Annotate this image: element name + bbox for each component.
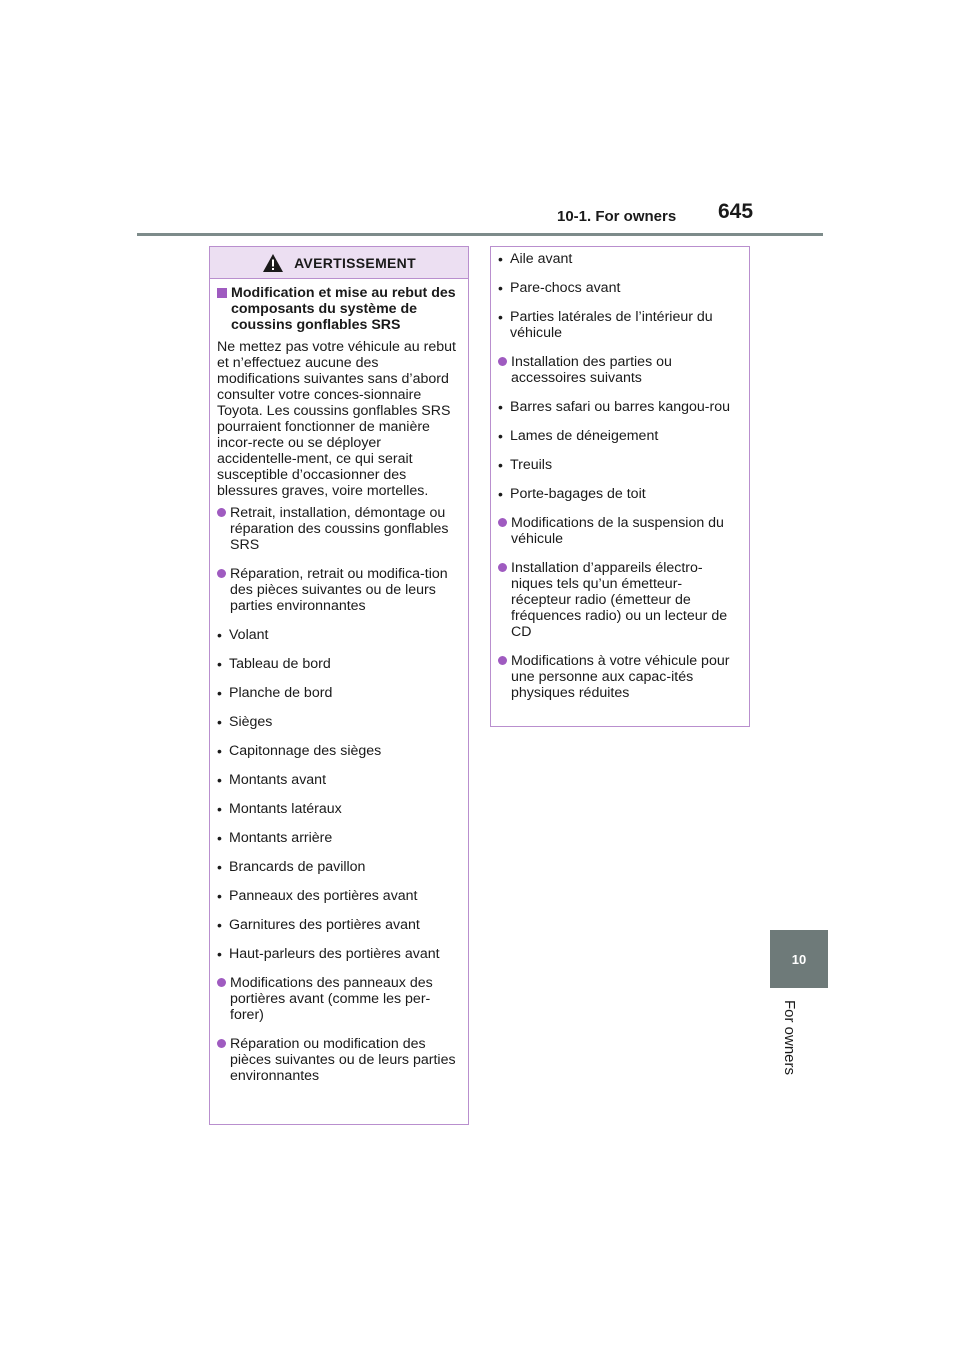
chapter-tab: 10 xyxy=(770,930,828,988)
square-marker-icon xyxy=(217,288,227,298)
list-item-text: Brancards de pavillon xyxy=(229,859,366,875)
list-item-text: Aile avant xyxy=(510,251,573,267)
warning-topic-text: Modification et mise au rebut des composants du système de coussins gonflables SRS xyxy=(231,285,456,333)
list-item-text: Installation des parties ou accessoires suivants xyxy=(511,354,672,386)
warning-topic xyxy=(217,285,460,333)
bullet-marker: • xyxy=(217,801,222,817)
bullet-list-item xyxy=(498,399,741,415)
bullet-marker: • xyxy=(217,946,222,962)
circle-bullet-icon xyxy=(217,978,226,987)
warning-heading-bar xyxy=(210,247,468,279)
list-item-text: Réparation, retrait ou modifica-tion des pièces suivantes ou de leurs parties environnantes xyxy=(230,566,448,614)
bullet-marker: • xyxy=(217,714,222,730)
bullet-list-item xyxy=(498,251,741,267)
list-marker xyxy=(498,354,511,386)
bullet-marker: • xyxy=(498,457,503,473)
bullet-list-item xyxy=(498,428,741,444)
bullet-list-item xyxy=(217,714,460,730)
bullet-list-item xyxy=(217,801,460,817)
dot-list-item xyxy=(217,566,460,614)
list-item-text: Barres safari ou barres kangou-rou xyxy=(510,399,731,415)
warning-list-left xyxy=(217,505,460,1084)
warning-triangle-icon xyxy=(262,253,284,273)
warning-content-left xyxy=(210,279,468,1084)
circle-bullet-icon xyxy=(217,508,226,517)
list-item-text: Réparation ou modification des pièces suivantes ou de leurs parties environnantes xyxy=(230,1036,456,1084)
dot-list-item xyxy=(217,975,460,1023)
list-item-text: Retrait, installation, démontage ou réparation des coussins gonflables SRS xyxy=(230,505,449,553)
list-item-text: Montants latéraux xyxy=(229,801,342,817)
list-item-text: Lames de déneigement xyxy=(510,428,659,444)
list-item-text: Montants arrière xyxy=(229,830,333,846)
list-item-text: Sièges xyxy=(229,714,273,730)
warning-heading: AVERTISSEMENT xyxy=(294,254,416,271)
bullet-marker: • xyxy=(498,399,503,415)
list-marker xyxy=(498,515,511,547)
bullet-list-item xyxy=(498,457,741,473)
circle-bullet-icon xyxy=(498,357,507,366)
bullet-marker: • xyxy=(498,309,503,325)
list-item-text: Garnitures des portières avant xyxy=(229,917,420,933)
dot-list-item xyxy=(217,1036,460,1084)
chapter-side-label: For owners xyxy=(781,1000,798,1076)
list-marker xyxy=(217,566,230,614)
list-item-text: Parties latérales de l’intérieur du véhicule xyxy=(510,309,713,341)
bullet-marker: • xyxy=(217,859,222,875)
bullet-marker: • xyxy=(217,772,222,788)
bullet-list-item xyxy=(217,859,460,875)
bullet-marker: • xyxy=(217,743,222,759)
list-item-text: Planche de bord xyxy=(229,685,333,701)
bullet-list-item xyxy=(217,830,460,846)
list-item-text: Modifications de la suspension du véhicule xyxy=(511,515,724,547)
list-marker xyxy=(217,505,230,553)
bullet-list-item xyxy=(217,772,460,788)
bullet-list-item xyxy=(498,486,741,502)
bullet-list-item xyxy=(217,627,460,643)
bullet-marker: • xyxy=(217,830,222,846)
list-item-text: Montants avant xyxy=(229,772,327,788)
bullet-marker: • xyxy=(498,428,503,444)
list-marker xyxy=(217,1036,230,1084)
warning-box-left xyxy=(209,246,469,1125)
list-item-text: Treuils xyxy=(510,457,553,473)
bullet-marker: • xyxy=(498,280,503,296)
circle-bullet-icon xyxy=(498,563,507,572)
bullet-list-item xyxy=(217,656,460,672)
list-item-text: Modifications à votre véhicule pour une personne aux capac-ités physiques réduites xyxy=(511,653,730,701)
list-item-text: Haut-parleurs des portières avant xyxy=(229,946,440,962)
dot-list-item xyxy=(217,505,460,553)
bullet-marker: • xyxy=(217,888,222,904)
dot-list-item xyxy=(498,354,741,386)
page-number: 645 xyxy=(718,200,754,223)
list-marker xyxy=(217,975,230,1023)
bullet-marker: • xyxy=(498,486,503,502)
circle-bullet-icon xyxy=(217,569,226,578)
circle-bullet-icon xyxy=(217,1039,226,1048)
bullet-list-item xyxy=(217,888,460,904)
bullet-list-item xyxy=(217,743,460,759)
list-item-text: Capitonnage des sièges xyxy=(229,743,382,759)
bullet-marker: • xyxy=(217,685,222,701)
dot-list-item xyxy=(498,515,741,547)
bullet-marker: • xyxy=(217,656,222,672)
bullet-marker: • xyxy=(217,627,222,643)
warning-box-right xyxy=(490,246,750,727)
list-item-text: Panneaux des portières avant xyxy=(229,888,418,904)
section-title: 10-1. For owners xyxy=(557,208,677,225)
warning-intro: Ne mettez pas votre véhicule au rebut et n’effectuez aucune des modifications suivantes sans d’abord consulter votre conces-sionnaire Toyota. Les coussins gonflables SRS pourraient fonctionner de manière incor-recte ou se déployer accidentelle-ment, ce qui serait susceptible d’occasionner des blessures graves, voire mortelles. xyxy=(217,339,456,499)
circle-bullet-icon xyxy=(498,518,507,527)
list-item-text: Porte-bagages de toit xyxy=(510,486,646,502)
dot-list-item xyxy=(498,560,741,640)
list-item-text: Tableau de bord xyxy=(229,656,331,672)
bullet-list-item xyxy=(217,917,460,933)
list-item-text: Modifications des panneaux des portières avant (comme les per-forer) xyxy=(230,975,433,1023)
list-item-text: Volant xyxy=(229,627,269,643)
list-item-text: Installation d’appareils électro-niques tels qu’un émetteur-récepteur radio (émetteur de fréquences radio) ou un lecteur de CD xyxy=(511,560,728,640)
bullet-list-item xyxy=(498,280,741,296)
warning-list-right xyxy=(498,251,741,701)
list-item-text: Pare-chocs avant xyxy=(510,280,621,296)
bullet-marker: • xyxy=(217,917,222,933)
list-marker xyxy=(498,560,511,640)
bullet-list-item xyxy=(498,309,741,341)
header-divider xyxy=(137,233,823,236)
warning-content-right xyxy=(491,247,749,701)
circle-bullet-icon xyxy=(498,656,507,665)
bullet-list-item xyxy=(217,685,460,701)
list-marker xyxy=(498,653,511,701)
dot-list-item xyxy=(498,653,741,701)
bullet-list-item xyxy=(217,946,460,962)
bullet-marker: • xyxy=(498,251,503,267)
